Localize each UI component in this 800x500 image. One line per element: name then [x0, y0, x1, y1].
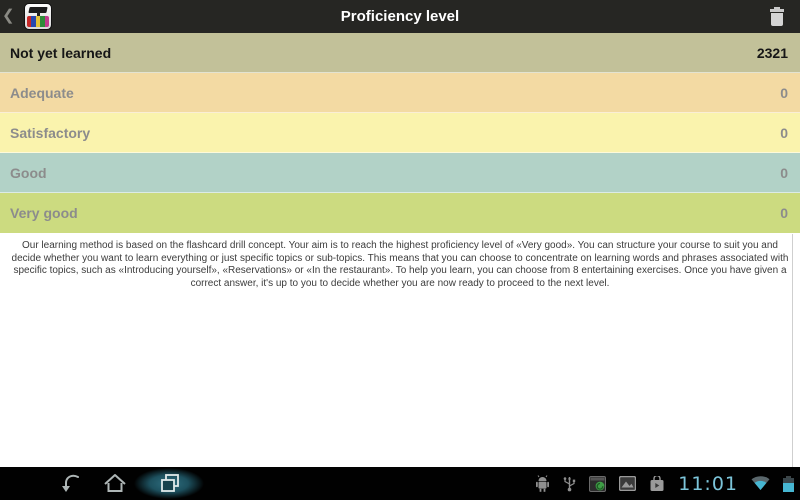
clock: 11:01: [678, 472, 738, 495]
page-title: Proficiency level: [340, 8, 460, 25]
system-navigation-bar: [0, 467, 800, 500]
level-count: 2321: [756, 44, 788, 61]
home-icon: [102, 471, 128, 496]
level-row-not-yet-learned[interactable]: [0, 33, 800, 73]
level-row-good[interactable]: [0, 153, 800, 193]
up-chevron-icon[interactable]: ❮: [2, 7, 15, 24]
battery-icon: [783, 476, 794, 492]
level-label: Very good: [10, 205, 78, 221]
level-label: Satisfactory: [10, 124, 91, 141]
action-bar: [0, 0, 800, 33]
recent-apps-button[interactable]: [157, 471, 183, 496]
level-label: Good: [10, 164, 47, 181]
scroll-edge-line: [792, 234, 793, 467]
level-count: 0: [780, 84, 788, 101]
recent-apps-icon: [157, 471, 183, 496]
trash-icon[interactable]: [770, 7, 784, 26]
proficiency-list: [0, 33, 800, 233]
gallery-image-icon: [619, 476, 636, 491]
level-row-adequate[interactable]: [0, 73, 800, 113]
level-count: 0: [780, 124, 788, 141]
level-row-satisfactory[interactable]: [0, 113, 800, 153]
status-tray[interactable]: [535, 467, 794, 500]
android-debug-icon: [535, 475, 550, 492]
app-window-green-icon: [589, 476, 606, 492]
usb-storage-bag-icon: [649, 476, 665, 492]
usb-connected-icon: [563, 475, 576, 492]
back-button[interactable]: [59, 471, 85, 496]
level-label: Not yet learned: [10, 44, 112, 61]
back-icon: [59, 471, 85, 496]
level-count: 0: [780, 164, 788, 181]
level-count: 0: [780, 205, 788, 221]
level-row-very-good[interactable]: [0, 193, 800, 233]
level-label: Adequate: [10, 84, 74, 101]
wifi-icon: [751, 476, 770, 491]
home-button[interactable]: [102, 471, 128, 496]
method-description-text: Our learning method is based on the flashcard drill concept. Your aim is to reach the highest proficiency level of «Very good». You can structure your course to suit you and decide whether you want to learn everything or just specific topics or sub-topics. This means that you can choose to concentrate on learning words and phrases associated with specific topics, such as «Introducing yourself», «Reservations» or «In the restaurant». To help you learn, you can choose from 8 entertaining exercises. Once you have given a correct answer, it's up to you to decide whether you are now ready to proceed to the next level.: [11, 240, 789, 289]
